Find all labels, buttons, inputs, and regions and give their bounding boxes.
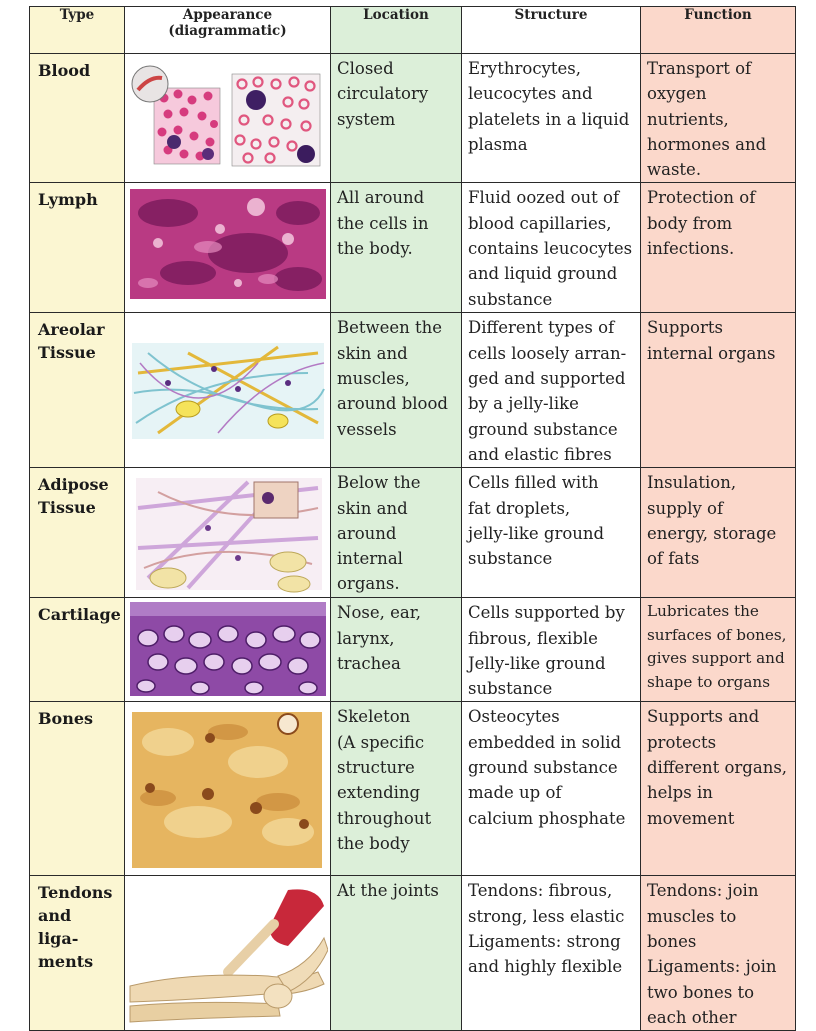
header-type: Type bbox=[30, 7, 125, 54]
structure-cell: Osteocytes embedded in solid ground substance made up of calcium phosphate bbox=[462, 702, 641, 876]
function-cell: Transport of oxygen nutrients, hormones and waste. bbox=[641, 54, 796, 183]
table-row bbox=[30, 183, 796, 313]
location-cell: Below the skin and around internal organs. bbox=[331, 468, 462, 598]
location-cell: All around the cells in the body. bbox=[331, 183, 462, 313]
table-row bbox=[30, 313, 796, 468]
adipose-tissue-image bbox=[128, 468, 328, 594]
function-cell: Insulation, supply of energy, storage of fats bbox=[641, 468, 796, 598]
header-structure: Structure bbox=[462, 7, 641, 54]
function-cell: Supports internal organs bbox=[641, 313, 796, 468]
header-location: Location bbox=[331, 7, 462, 54]
type-cell: Blood bbox=[30, 54, 125, 183]
function-cell: Tendons: join muscles to bones Ligaments: join two bones to each other bbox=[641, 876, 796, 1031]
bone-tissue-image bbox=[128, 702, 328, 872]
cartilage-image bbox=[128, 598, 328, 698]
type-cell: Tendons and liga- ments bbox=[30, 876, 125, 1031]
tendon-ligament-image bbox=[128, 876, 328, 1026]
header-appearance: Appearance (diagrammatic) bbox=[125, 7, 331, 54]
appearance-cell bbox=[125, 313, 331, 468]
type-cell: Cartilage bbox=[30, 598, 125, 702]
structure-cell: Cells filled with fat droplets, jelly-like ground substance bbox=[462, 468, 641, 598]
appearance-cell bbox=[125, 183, 331, 313]
structure-cell: Erythrocytes, leucocytes and platelets in a liquid plasma bbox=[462, 54, 641, 183]
header-function: Function bbox=[641, 7, 796, 54]
appearance-cell bbox=[125, 702, 331, 876]
structure-cell: Tendons: fibrous, strong, less elastic Ligaments: strong and highly flexible bbox=[462, 876, 641, 1031]
function-cell: Supports and protects different organs, helps in movement bbox=[641, 702, 796, 876]
location-cell: Skeleton (A specific structure extending throughout the body bbox=[331, 702, 462, 876]
areolar-tissue-image bbox=[128, 313, 328, 459]
appearance-cell bbox=[125, 54, 331, 183]
table-row bbox=[30, 468, 796, 598]
table-row bbox=[30, 702, 796, 876]
appearance-cell bbox=[125, 876, 331, 1031]
structure-cell: Different types of cells loosely arran- ged and supported by a jelly-like ground substance and elastic fibres bbox=[462, 313, 641, 468]
table-row bbox=[30, 598, 796, 702]
type-cell: Areolar Tissue bbox=[30, 313, 125, 468]
location-cell: Closed circulatory system bbox=[331, 54, 462, 183]
header-row bbox=[30, 7, 796, 54]
connective-tissue-table bbox=[29, 6, 796, 1031]
type-cell: Adipose Tissue bbox=[30, 468, 125, 598]
location-cell: Between the skin and muscles, around blood vessels bbox=[331, 313, 462, 468]
lymph-tissue-image bbox=[128, 183, 328, 305]
type-cell: Bones bbox=[30, 702, 125, 876]
structure-cell: Fluid oozed out of blood capillaries, contains leucocytes and liquid ground substance bbox=[462, 183, 641, 313]
blood-cells-image bbox=[128, 54, 328, 178]
structure-cell: Cells supported by fibrous, flexible Jelly-like ground substance bbox=[462, 598, 641, 702]
location-cell: Nose, ear, larynx, trachea bbox=[331, 598, 462, 702]
function-cell: Protection of body from infections. bbox=[641, 183, 796, 313]
appearance-cell bbox=[125, 598, 331, 702]
table-row bbox=[30, 54, 796, 183]
table-row bbox=[30, 876, 796, 1031]
location-cell: At the joints bbox=[331, 876, 462, 1031]
function-cell: Lubricates the surfaces of bones, gives support and shape to organs bbox=[641, 598, 796, 702]
appearance-cell bbox=[125, 468, 331, 598]
type-cell: Lymph bbox=[30, 183, 125, 313]
